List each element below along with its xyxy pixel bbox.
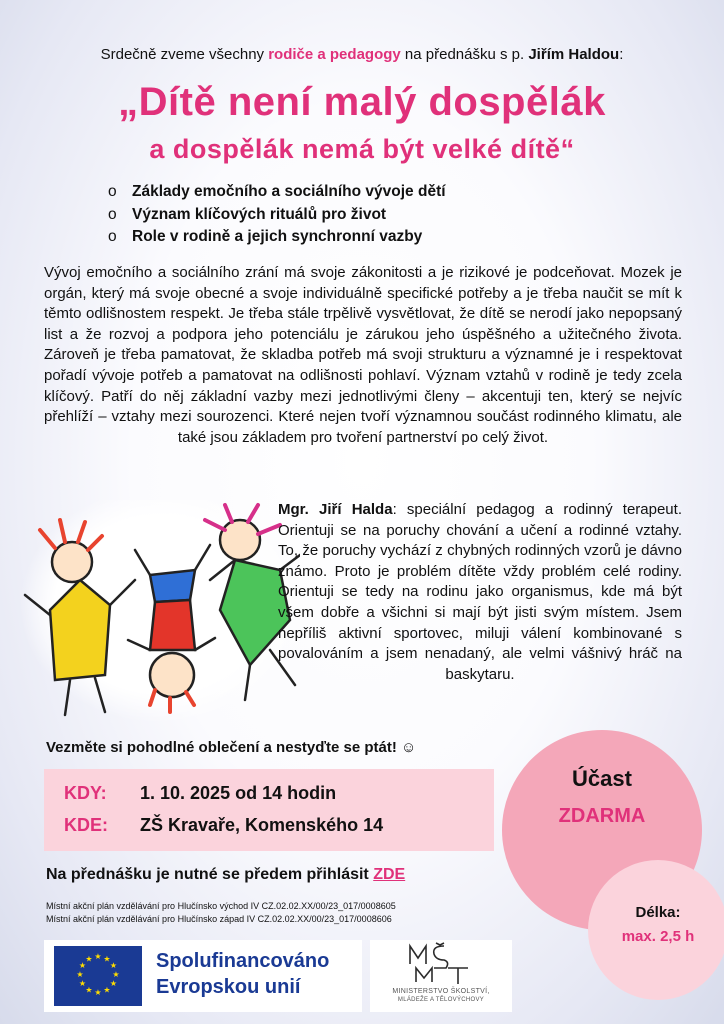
title-line-2: a dospělák nemá být velké dítě“ <box>149 134 575 164</box>
date-value: 1. 10. 2025 od 14 hodin <box>140 783 337 803</box>
svg-text:★: ★ <box>78 961 87 970</box>
speaker-bio <box>278 500 682 685</box>
bullet-icon: o <box>108 228 117 245</box>
intro-before: Srdečně zveme všechny <box>100 46 269 63</box>
duration-badge <box>588 860 724 1000</box>
svg-text:★: ★ <box>103 985 111 995</box>
footnote-project-west: Místní akční plán vzdělávání pro Hlučínsko západ IV CZ.02.02.XX/00/23_017/0008606 <box>46 914 392 924</box>
invitation-line <box>0 46 724 63</box>
topic-list <box>108 181 446 249</box>
footnote-project-east: Místní akční plán vzdělávání pro Hlučínsko východ IV CZ.02.02.XX/00/23_017/0008605 <box>46 901 396 911</box>
svg-text:★: ★ <box>76 970 84 979</box>
eu-cofinanced-logo <box>44 940 362 1012</box>
svg-text:★: ★ <box>85 985 93 995</box>
event-place-row <box>64 815 383 836</box>
intro-speaker: Jiřím Haldou <box>528 46 620 63</box>
svg-text:★: ★ <box>103 954 111 964</box>
bullet-icon: o <box>108 205 117 223</box>
svg-text:★: ★ <box>94 988 102 997</box>
topic-text: Základy emočního a sociálního vývoje dětí <box>132 183 446 200</box>
msmt-logo-line-1: MINISTERSTVO ŠKOLSTVÍ, <box>392 988 490 995</box>
duration-value: max. 2,5 h <box>621 928 695 945</box>
intro-audience: rodiče a pedagogy <box>268 46 401 63</box>
description-paragraph: Vývoj emočního a sociálního zrání má svoje zákonitosti a je rizikové je podceňovat. Mozek je orgán, který má svoje obecné a svoje individuálně specifické potřeby a je třeba naučit se mít k těmto odlišnostem respekt. Je třeba stále trpělivě vysvětlovat, že dítě se nerodí jako nepopsaný list a že rozvoj a podpora jeho potenciálu je zárukou jeho úspěšného a užitečného života. Zároveň je třeba pamatovat, že skladba potřeb má svoji strukturu a významné je i respektovat pořadí vývoje potřeb a pamatovat na odlišnosti pohlaví. Význam vztahů v rodině je tedy zcela klíčový. Patří do něj základní vazby mezi jednotlivými členy – akcentuji ten, který se nejvíc přehlíží – vztahy mezi sourozenci. Které nejen tvoří významnou součást rodinného klimatu, ale také jsou základem pro tvoření partnerství po celý život. <box>44 264 682 446</box>
duration-label: Délka: <box>635 904 681 921</box>
participation-label: Účast <box>572 766 632 791</box>
participation-value: ZDARMA <box>558 805 646 827</box>
bullet-icon: o <box>108 183 117 200</box>
registration-text: Na přednášku je nutné se předem přihlásit <box>46 866 374 883</box>
eu-stars-icon <box>54 946 142 1006</box>
event-date-row <box>64 783 336 804</box>
place-label: KDE: <box>64 815 108 835</box>
topic-text: Role v rodině a jejich synchronní vazby <box>132 228 423 245</box>
eu-logo-line-2: Evropskou unií <box>156 976 301 998</box>
msmt-ministry-logo <box>370 940 512 1012</box>
svg-text:★: ★ <box>112 970 120 979</box>
topic-item <box>108 181 446 204</box>
topic-text: Význam klíčových rituálů pro život <box>132 205 387 223</box>
msmt-monogram-icon <box>406 942 476 986</box>
call-to-action: Vezměte si pohodlné oblečení a nestyďte se ptát! ☺ <box>46 739 417 756</box>
intro-middle: na přednášku s p. <box>400 46 529 63</box>
svg-text:★: ★ <box>109 961 118 970</box>
svg-text:★: ★ <box>78 979 87 988</box>
date-label: KDY: <box>64 783 107 803</box>
eu-flag-icon <box>54 946 142 1006</box>
svg-text:★: ★ <box>94 952 102 961</box>
registration-link[interactable]: ZDE <box>373 866 406 883</box>
title-line-1: „Dítě není malý dospělák <box>118 80 606 124</box>
topic-item <box>108 226 446 249</box>
event-details-box <box>44 769 494 851</box>
intro-after: : <box>619 46 624 63</box>
eu-logo-line-1: Spolufinancováno <box>156 950 330 972</box>
place-value: ZŠ Kravaře, Komenského 14 <box>140 815 384 835</box>
topic-item <box>108 204 446 227</box>
svg-text:★: ★ <box>109 979 118 988</box>
msmt-logo-line-2: MLÁDEŽE A TĚLOVÝCHOVY <box>397 997 485 1003</box>
registration-line <box>46 866 405 884</box>
svg-text:★: ★ <box>85 954 93 964</box>
speaker-name: Mgr. Jiří Halda <box>278 501 393 518</box>
speaker-bio-text: : speciální pedagog a rodinný terapeut. Orientuji se na poruchy chování a učení a rodinné vztahy. To, že poruchy vychází z chybných rodinných vzorů je dávno známo. Proto je problém dítěte vždy problém celé rodiny. Orientuji se tedy na rodinu jako organismus, kde má být všem dobře a všichni si mají být jisti svým místem. Jsem nepříliš aktivní sportovec, miluji válení kombinované s povalováním a jsem nenadaný, ale velmi vášnivý hráč na baskytaru. <box>278 501 682 683</box>
playing-children-illustration <box>10 500 300 725</box>
